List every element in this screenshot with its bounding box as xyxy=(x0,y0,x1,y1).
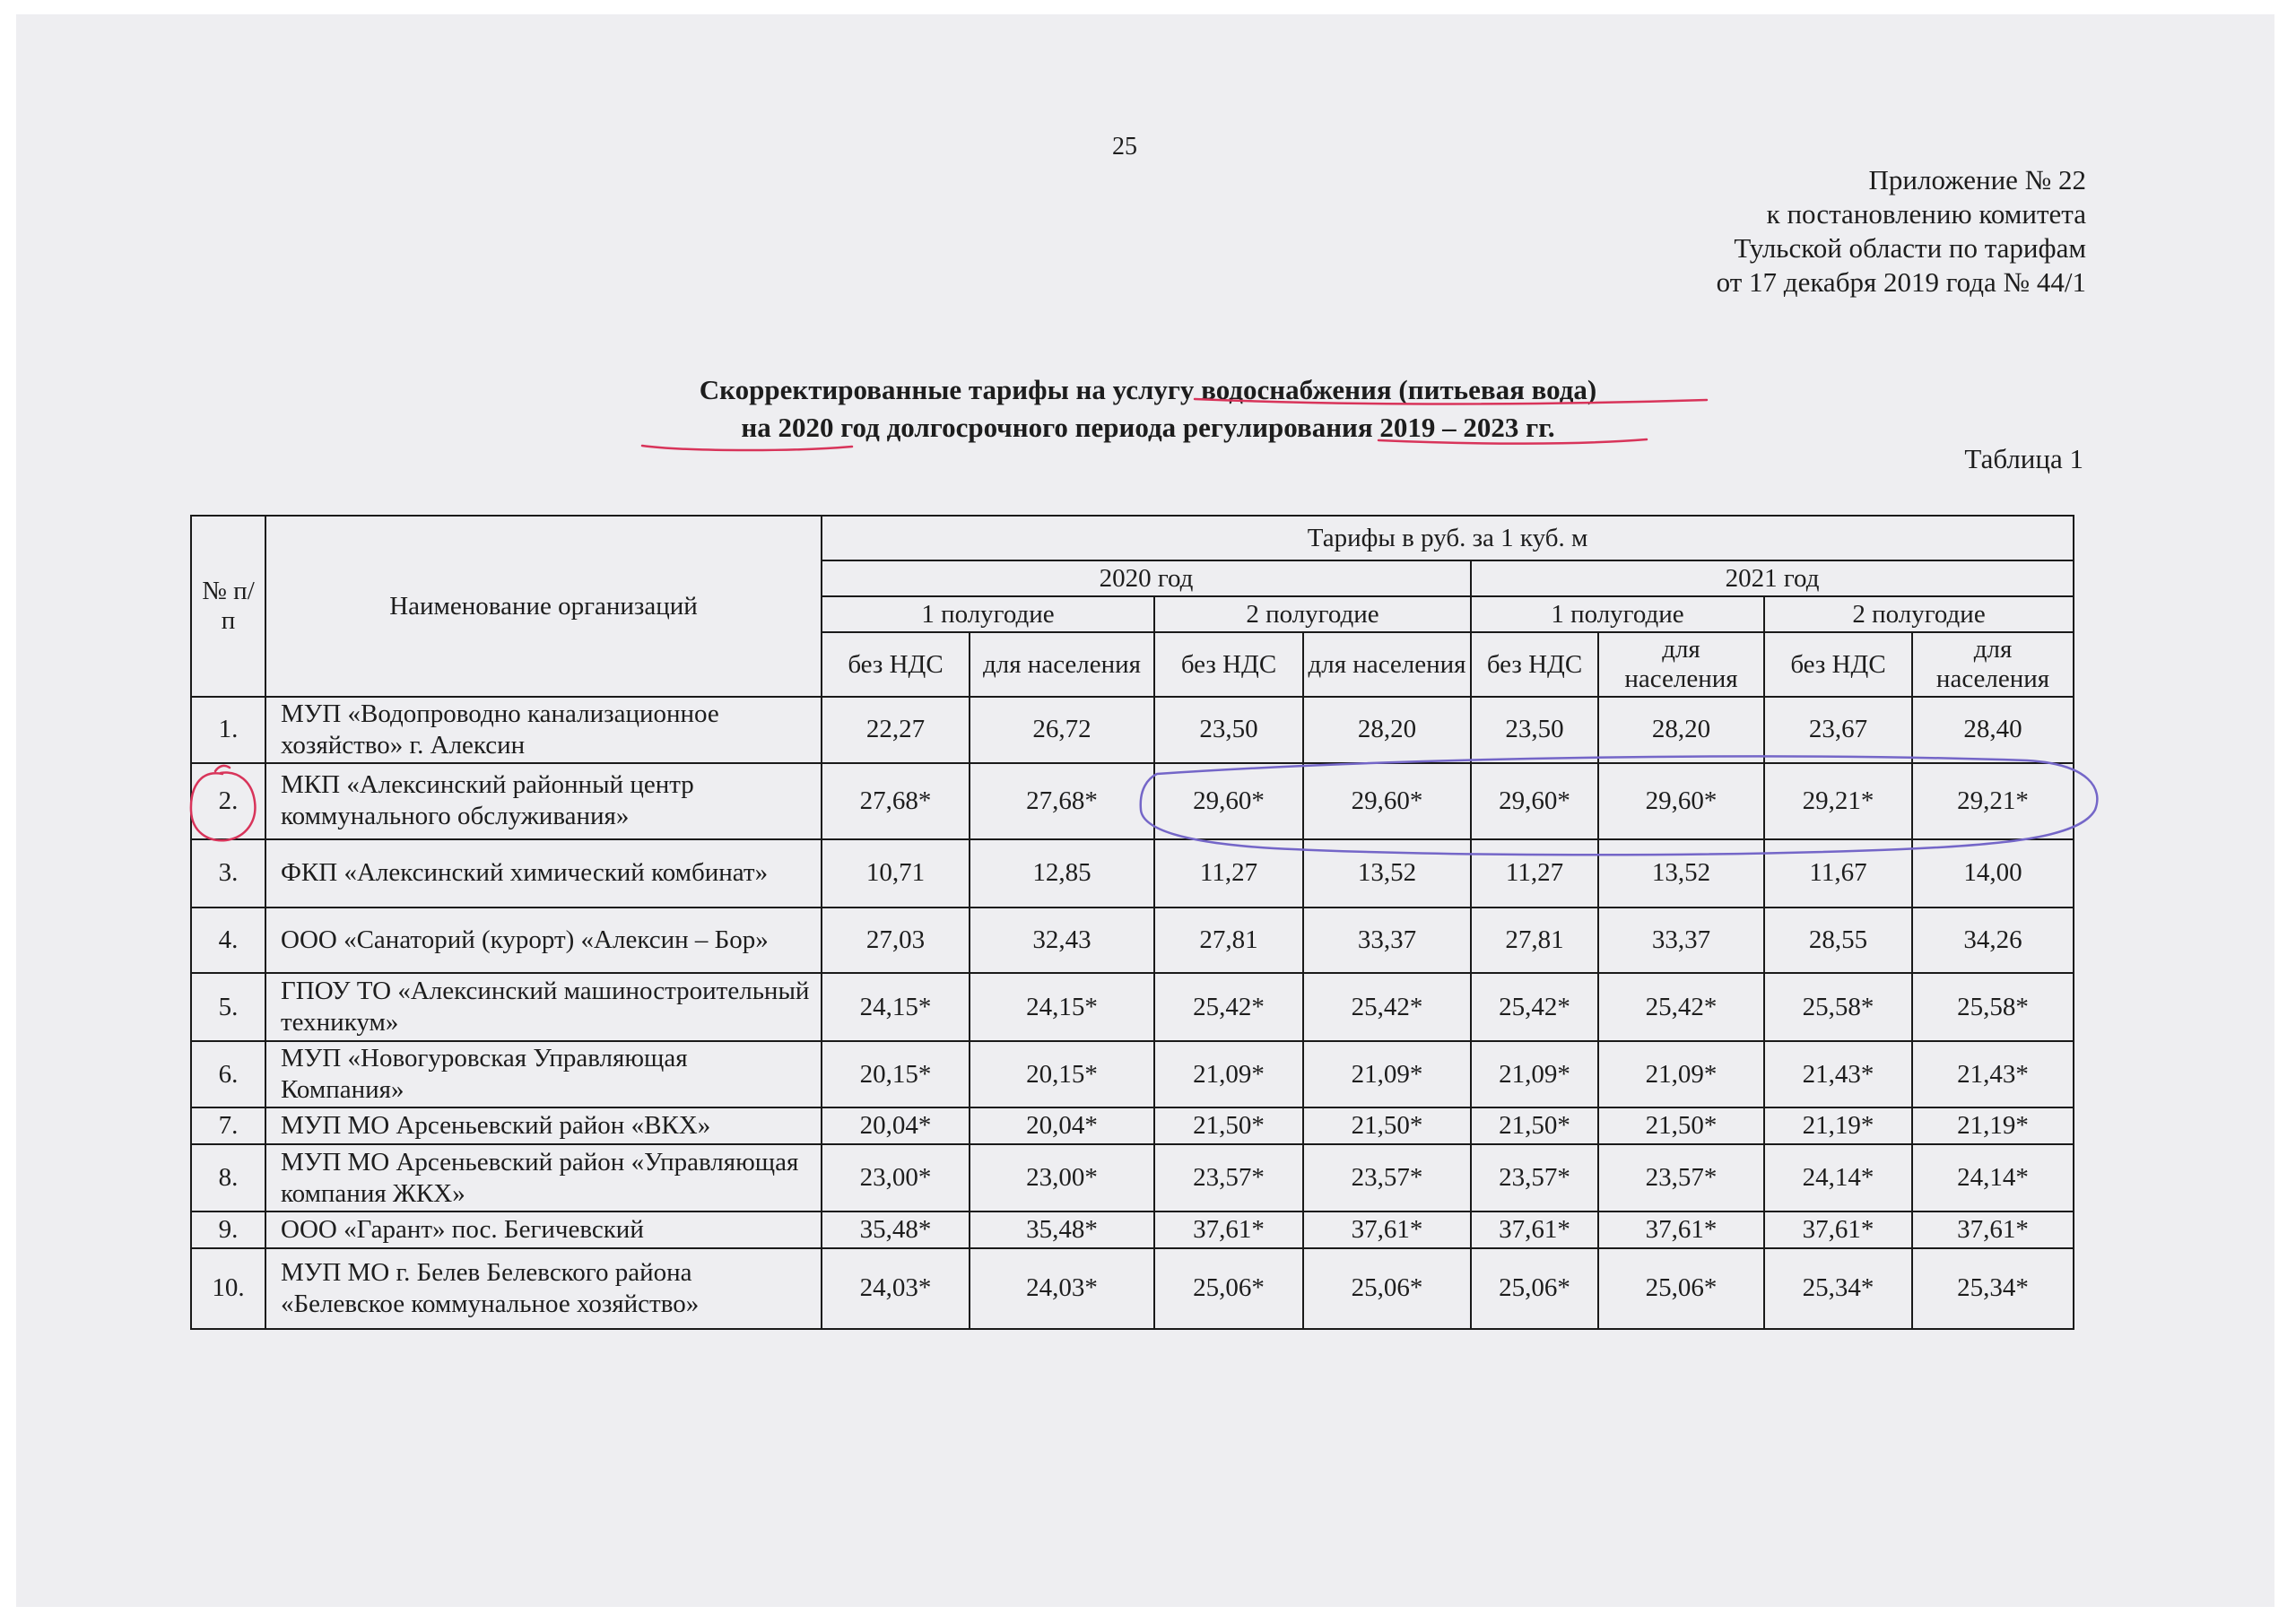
tariff-cell: 23,57* xyxy=(1471,1144,1598,1212)
tariff-cell: 29,60* xyxy=(1471,763,1598,839)
red-underline-title-line-2-right xyxy=(1378,439,1647,444)
tariff-cell: 23,67 xyxy=(1764,697,1912,763)
organization-name: МКП «Алексинский районный центр коммунального обслуживания» xyxy=(265,763,822,839)
tariff-cell: 25,06* xyxy=(1303,1248,1471,1329)
tariff-cell: 27,68* xyxy=(970,763,1154,839)
tariff-cell: 27,81 xyxy=(1471,908,1598,974)
red-underline-title-line-1 xyxy=(1195,399,1707,404)
tariff-cell: 33,37 xyxy=(1303,908,1471,974)
row-number: 10. xyxy=(191,1248,265,1329)
tariff-cell: 23,00* xyxy=(970,1144,1154,1212)
tariff-cell: 21,09* xyxy=(1598,1041,1764,1107)
organization-name: МУП «Новогуровская Управляющая Компания» xyxy=(265,1041,822,1107)
tariff-cell: 37,61* xyxy=(1303,1211,1471,1247)
tariff-cell: 23,57* xyxy=(1598,1144,1764,1212)
tariff-cell: 20,04* xyxy=(970,1107,1154,1143)
tariff-cell: 37,61* xyxy=(1598,1211,1764,1247)
tariff-cell: 27,68* xyxy=(822,763,970,839)
tariff-cell: 29,60* xyxy=(1303,763,1471,839)
appendix-line-2: к постановлению комитета xyxy=(1766,198,2086,230)
tariff-cell: 23,50 xyxy=(1154,697,1303,763)
tariff-cell: 24,14* xyxy=(1764,1144,1912,1212)
tariff-cell: 21,50* xyxy=(1471,1107,1598,1143)
tariff-cell: 11,27 xyxy=(1154,839,1303,908)
organization-name: МУП МО г. Белев Белевского района «Белевское коммунальное хозяйство» xyxy=(265,1248,822,1329)
tariff-cell: 25,42* xyxy=(1303,973,1471,1041)
tariff-cell: 23,57* xyxy=(1303,1144,1471,1212)
tariff-cell: 35,48* xyxy=(822,1211,970,1247)
tariff-cell: 25,42* xyxy=(1471,973,1598,1041)
red-underline-title-line-2-left xyxy=(642,446,852,450)
row-number: 1. xyxy=(191,697,265,763)
header-2021-half-2: 2 полугодие xyxy=(1764,596,2074,632)
appendix-line-1: Приложение № 22 xyxy=(1868,164,2086,195)
tariff-cell: 27,81 xyxy=(1154,908,1303,974)
row-number: 6. xyxy=(191,1041,265,1107)
tariff-cell: 21,50* xyxy=(1154,1107,1303,1143)
organization-name: МУП МО Арсеньевский район «ВКХ» xyxy=(265,1107,822,1143)
tariff-cell: 21,09* xyxy=(1303,1041,1471,1107)
tariff-cell: 37,61* xyxy=(1154,1211,1303,1247)
organization-name: ООО «Санаторий (курорт) «Алексин – Бор» xyxy=(265,908,822,974)
appendix-line-4: от 17 декабря 2019 года № 44/1 xyxy=(1716,266,2086,298)
tariff-cell: 27,03 xyxy=(822,908,970,974)
tariff-cell: 21,19* xyxy=(1912,1107,2074,1143)
tariff-cell: 21,19* xyxy=(1764,1107,1912,1143)
subheader-population: для населения xyxy=(1303,632,1471,697)
tariff-cell: 24,03* xyxy=(822,1248,970,1329)
tariff-cell: 29,60* xyxy=(1598,763,1764,839)
header-2020-half-1: 1 полугодие xyxy=(822,596,1154,632)
tariff-cell: 24,03* xyxy=(970,1248,1154,1329)
subheader-no-vat: без НДС xyxy=(1764,632,1912,697)
tariff-cell: 24,15* xyxy=(970,973,1154,1041)
header-tariffs: Тарифы в руб. за 1 куб. м xyxy=(822,516,2074,560)
subheader-no-vat: без НДС xyxy=(822,632,970,697)
tariff-cell: 26,72 xyxy=(970,697,1154,763)
row-number: 5. xyxy=(191,973,265,1041)
tariff-cell: 25,34* xyxy=(1764,1248,1912,1329)
tariff-cell: 21,09* xyxy=(1154,1041,1303,1107)
title-line-1: Скорректированные тарифы на услугу водоснабжения (питьевая вода) xyxy=(699,374,1597,405)
tariff-cell: 29,60* xyxy=(1154,763,1303,839)
title-line-2: на 2020 год долгосрочного периода регулирования 2019 – 2023 гг. xyxy=(741,412,1555,443)
tariff-cell: 10,71 xyxy=(822,839,970,908)
tariff-cell: 32,43 xyxy=(970,908,1154,974)
tariff-cell: 21,50* xyxy=(1303,1107,1471,1143)
header-num: № п/п xyxy=(191,516,265,697)
tariff-cell: 37,61* xyxy=(1764,1211,1912,1247)
tariff-cell: 25,06* xyxy=(1598,1248,1764,1329)
tariff-cell: 12,85 xyxy=(970,839,1154,908)
tariff-cell: 21,43* xyxy=(1764,1041,1912,1107)
tariff-cell: 14,00 xyxy=(1912,839,2074,908)
tariff-cell: 25,58* xyxy=(1764,973,1912,1041)
row-number: 8. xyxy=(191,1144,265,1212)
tariff-cell: 13,52 xyxy=(1303,839,1471,908)
tariff-cell: 28,55 xyxy=(1764,908,1912,974)
page-number: 25 xyxy=(1112,133,1137,161)
tariff-cell: 22,27 xyxy=(822,697,970,763)
tariff-cell: 23,00* xyxy=(822,1144,970,1212)
tariff-cell: 21,50* xyxy=(1598,1107,1764,1143)
tariff-cell: 28,40 xyxy=(1912,697,2074,763)
tariff-cell: 33,37 xyxy=(1598,908,1764,974)
tariff-cell: 24,15* xyxy=(822,973,970,1041)
row-number: 9. xyxy=(191,1211,265,1247)
header-year-2020: 2020 год xyxy=(822,560,1471,596)
red-circle-row-2 xyxy=(191,766,255,840)
row-number: 2. xyxy=(191,763,265,839)
tariff-cell: 21,43* xyxy=(1912,1041,2074,1107)
row-number: 3. xyxy=(191,839,265,908)
tariff-cell: 11,27 xyxy=(1471,839,1598,908)
organization-name: МУП МО Арсеньевский район «Управляющая компания ЖКХ» xyxy=(265,1144,822,1212)
header-year-2021: 2021 год xyxy=(1471,560,2074,596)
subheader-population: для населения xyxy=(1598,632,1764,697)
row-number: 7. xyxy=(191,1107,265,1143)
appendix-line-3: Тульской области по тарифам xyxy=(1734,232,2086,264)
row-number: 4. xyxy=(191,908,265,974)
tariff-cell: 37,61* xyxy=(1912,1211,2074,1247)
header-organization: Наименование организаций xyxy=(265,516,822,697)
header-2021-half-1: 1 полугодие xyxy=(1471,596,1764,632)
tariff-cell: 13,52 xyxy=(1598,839,1764,908)
organization-name: ООО «Гарант» пос. Бегичевский xyxy=(265,1211,822,1247)
tariff-cell: 23,57* xyxy=(1154,1144,1303,1212)
tariff-cell: 20,15* xyxy=(970,1041,1154,1107)
tariff-cell: 25,06* xyxy=(1471,1248,1598,1329)
tariff-cell: 37,61* xyxy=(1471,1211,1598,1247)
tariff-cell: 34,26 xyxy=(1912,908,2074,974)
tariff-cell: 11,67 xyxy=(1764,839,1912,908)
subheader-no-vat: без НДС xyxy=(1154,632,1303,697)
subheader-population: для населения xyxy=(1912,632,2074,697)
tariff-cell: 28,20 xyxy=(1303,697,1471,763)
tariff-cell: 25,34* xyxy=(1912,1248,2074,1329)
subheader-population: для населения xyxy=(970,632,1154,697)
subheader-no-vat: без НДС xyxy=(1471,632,1598,697)
tariff-cell: 20,04* xyxy=(822,1107,970,1143)
tariff-cell: 29,21* xyxy=(1912,763,2074,839)
organization-name: ГПОУ ТО «Алексинский машиностроительный техникум» xyxy=(265,973,822,1041)
tariff-cell: 28,20 xyxy=(1598,697,1764,763)
tariff-cell: 25,42* xyxy=(1154,973,1303,1041)
blue-oval-row-2 xyxy=(1141,756,2098,855)
tariff-cell: 25,06* xyxy=(1154,1248,1303,1329)
tariff-cell: 21,09* xyxy=(1471,1041,1598,1107)
tariff-cell: 25,42* xyxy=(1598,973,1764,1041)
tariff-cell: 24,14* xyxy=(1912,1144,2074,1212)
header-2020-half-2: 2 полугодие xyxy=(1154,596,1471,632)
table-label: Таблица 1 xyxy=(1964,443,2083,474)
organization-name: ФКП «Алексинский химический комбинат» xyxy=(265,839,822,908)
tariff-cell: 20,15* xyxy=(822,1041,970,1107)
tariff-cell: 29,21* xyxy=(1764,763,1912,839)
organization-name: МУП «Водопроводно канализационное хозяйство» г. Алексин xyxy=(265,697,822,763)
tariff-cell: 25,58* xyxy=(1912,973,2074,1041)
tariff-cell: 35,48* xyxy=(970,1211,1154,1247)
tariff-cell: 23,50 xyxy=(1471,697,1598,763)
